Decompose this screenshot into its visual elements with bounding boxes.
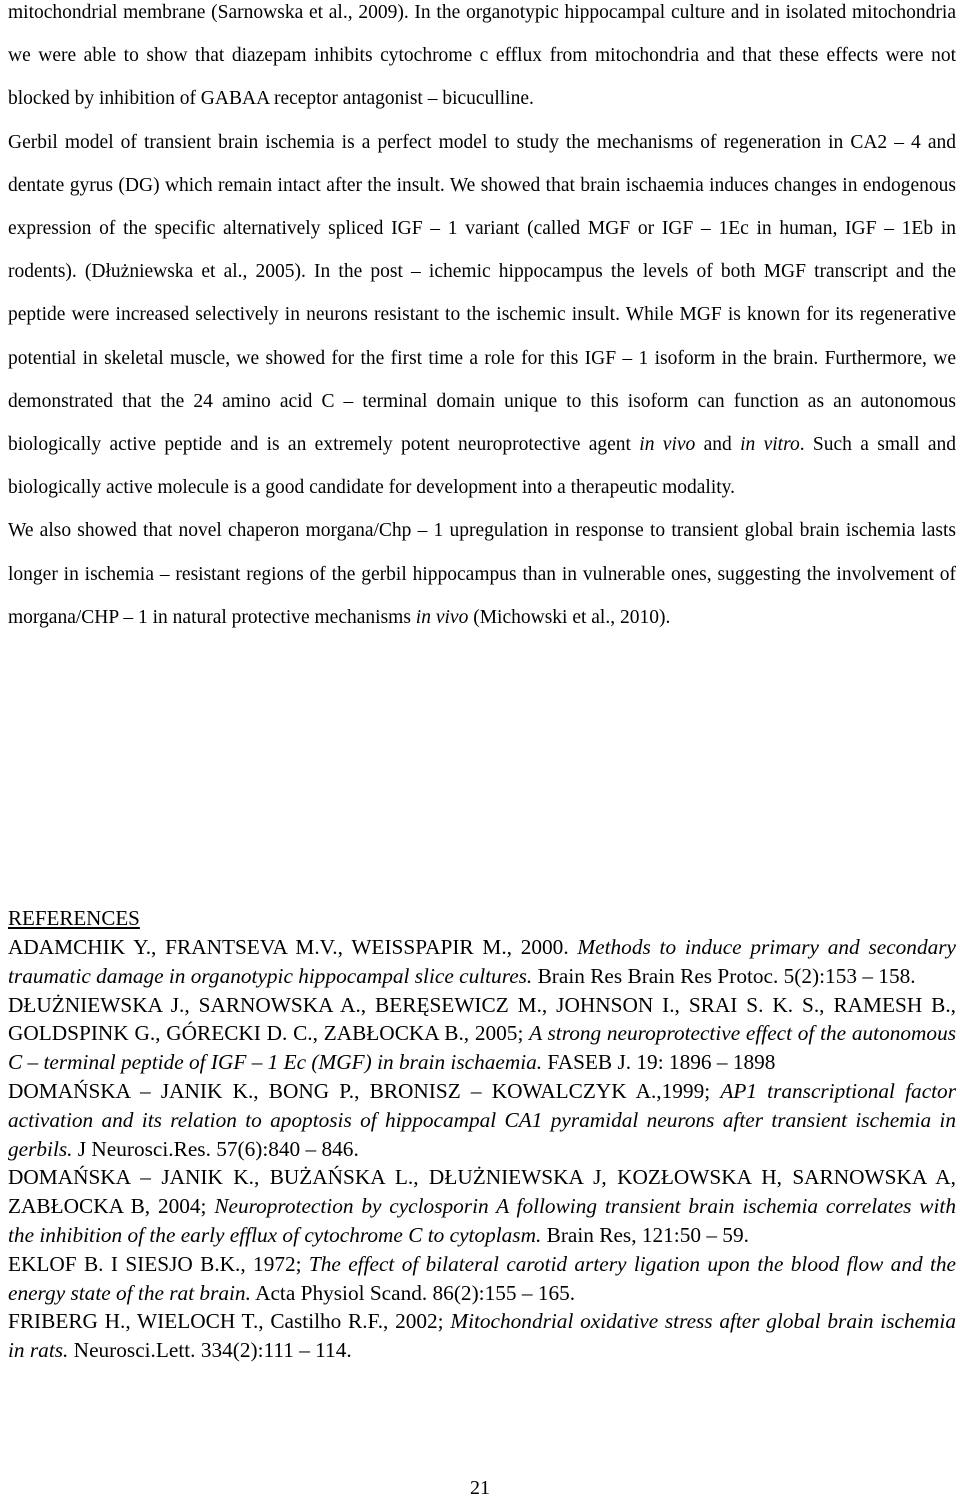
paragraph-3 <box>8 509 956 639</box>
paragraph-2 <box>8 121 956 510</box>
paragraph-3-text-end: (Michowski et al., 2010). <box>468 606 671 628</box>
reference-item <box>8 1307 956 1365</box>
paragraph-2-text-end: . Such a small and biologically active molecule is a good candidate for development into a therapeutic modality. <box>8 434 956 499</box>
reference-item <box>8 991 956 1077</box>
paragraph-2-text: Gerbil model of transient brain ischemia is a perfect model to study the mechanisms of regeneration in CA2 – 4 and dentate gyrus (DG) which remain intact after the insult. We showed that brain ischaemia induces changes in endogenous expression of the specific alternatively spliced IGF – 1 variant (called MGF or IGF – 1Ec in human, IGF – 1Eb in rodents). (Dłużniewska et al., 2005). In the post – ichemic hippocampus the levels of both MGF transcript and the peptide were increased selectively in neurons resistant to the ischemic insult. While MGF is known for its regenerative potential in skeletal muscle, we showed for the first time a role for this IGF – 1 isoform in the brain. Furthermore, we demonstrated that the 24 amino acid C – terminal domain unique to this isoform can function as an autonomous biologically active peptide and is an extremely potent neuroprotective agent <box>8 131 956 456</box>
paragraph-2-text-and: and <box>695 434 741 456</box>
reference-item <box>8 1077 956 1163</box>
reference-source: Brain Res, 121:50 – 59. <box>541 1222 749 1247</box>
reference-authors: EKLOF B. I SIESJO B.K., 1972; <box>8 1251 309 1276</box>
reference-source: Acta Physiol Scand. 86(2):155 – 165. <box>250 1280 576 1305</box>
body-text <box>8 0 956 639</box>
reference-item <box>8 1163 956 1249</box>
reference-title: The effect of bilateral carotid artery ligation upon the blood flow and the energy state of the rat brain. <box>8 1251 956 1305</box>
reference-source: J Neurosci.Res. 57(6):840 – 846. <box>72 1136 359 1161</box>
reference-authors: DOMAŃSKA – JANIK K., BUŻAŃSKA L., DŁUŻNIEWSKA J, KOZŁOWSKA H, SARNOWSKA A, ZABŁOCKA B, 2004; <box>8 1165 956 1219</box>
reference-title: Neuroprotection by cyclosporin A following transient brain ischemia correlates with the inhibition of the early efflux of cytochrome C to cytoplasm. <box>8 1194 956 1247</box>
reference-source: Neurosci.Lett. 334(2):111 – 114. <box>68 1338 352 1363</box>
document-page <box>8 0 957 1363</box>
paragraph-1-text: mitochondrial membrane (Sarnowska et al., 2009). In the organotypic hippocampal culture and in isolated mitochondria we were able to show that diazepam inhibits cytochrome c efflux from mitochondria and that these effects were not blocked by inhibition of GABAA receptor antagonist – bicuculline. <box>8 2 956 110</box>
reference-title: Methods to induce primary and secondary traumatic damage in organotypic hippocampal slice cultures. <box>8 935 956 988</box>
paragraph-3-text: We also showed that novel chaperon morgana/Chp – 1 upregulation in response to transient global brain ischemia lasts longer in ischemia – resistant regions of the gerbil hippocampus than in vulnerable ones, suggesting the involvement of morgana/CHP – 1 in natural protective mechanisms <box>8 520 956 628</box>
reference-item <box>8 1250 956 1308</box>
reference-title: Mitochondrial oxidative stress after global brain ischemia in rats. <box>8 1309 956 1363</box>
page-number: 21 <box>470 1477 490 1499</box>
reference-authors: ADAMCHIK Y., FRANTSEVA M.V., WEISSPAPIR M., 2000. <box>8 935 578 959</box>
references-list <box>8 933 956 1365</box>
italic-in-vitro: in vitro <box>740 434 800 456</box>
reference-title: AP1 transcriptional factor activation and its relation to apoptosis of hippocampal CA1 pyramidal neurons after transient ischemia in gerbils. <box>8 1078 956 1161</box>
reference-item <box>8 933 956 991</box>
italic-in-vivo: in vivo <box>415 606 469 628</box>
reference-source: FASEB J. 19: 1896 – 1898 <box>542 1050 776 1075</box>
reference-source: Brain Res Brain Res Protoc. 5(2):153 – 158. <box>532 963 916 988</box>
references-heading: REFERENCES <box>8 906 140 930</box>
reference-authors: FRIBERG H., WIELOCH T., Castilho R.F., 2002; <box>8 1309 451 1334</box>
reference-authors: DŁUŻNIEWSKA J., SARNOWSKA A., BERĘSEWICZ M., JOHNSON I., SRAI S. K. S., RAMESH B., GOLDSPINK G., GÓRECKI D. C., ZABŁOCKA B., 2005; <box>8 992 956 1046</box>
italic-in-vivo: in vivo <box>639 434 696 456</box>
reference-authors: DOMAŃSKA – JANIK K., BONG P., BRONISZ – KOWALCZYK A.,1999; <box>8 1078 721 1103</box>
reference-title: A strong neuroprotective effect of the autonomous C – terminal peptide of IGF – 1 Ec (MGF) in brain ischaemia. <box>8 1021 957 1075</box>
paragraph-1 <box>8 0 956 121</box>
